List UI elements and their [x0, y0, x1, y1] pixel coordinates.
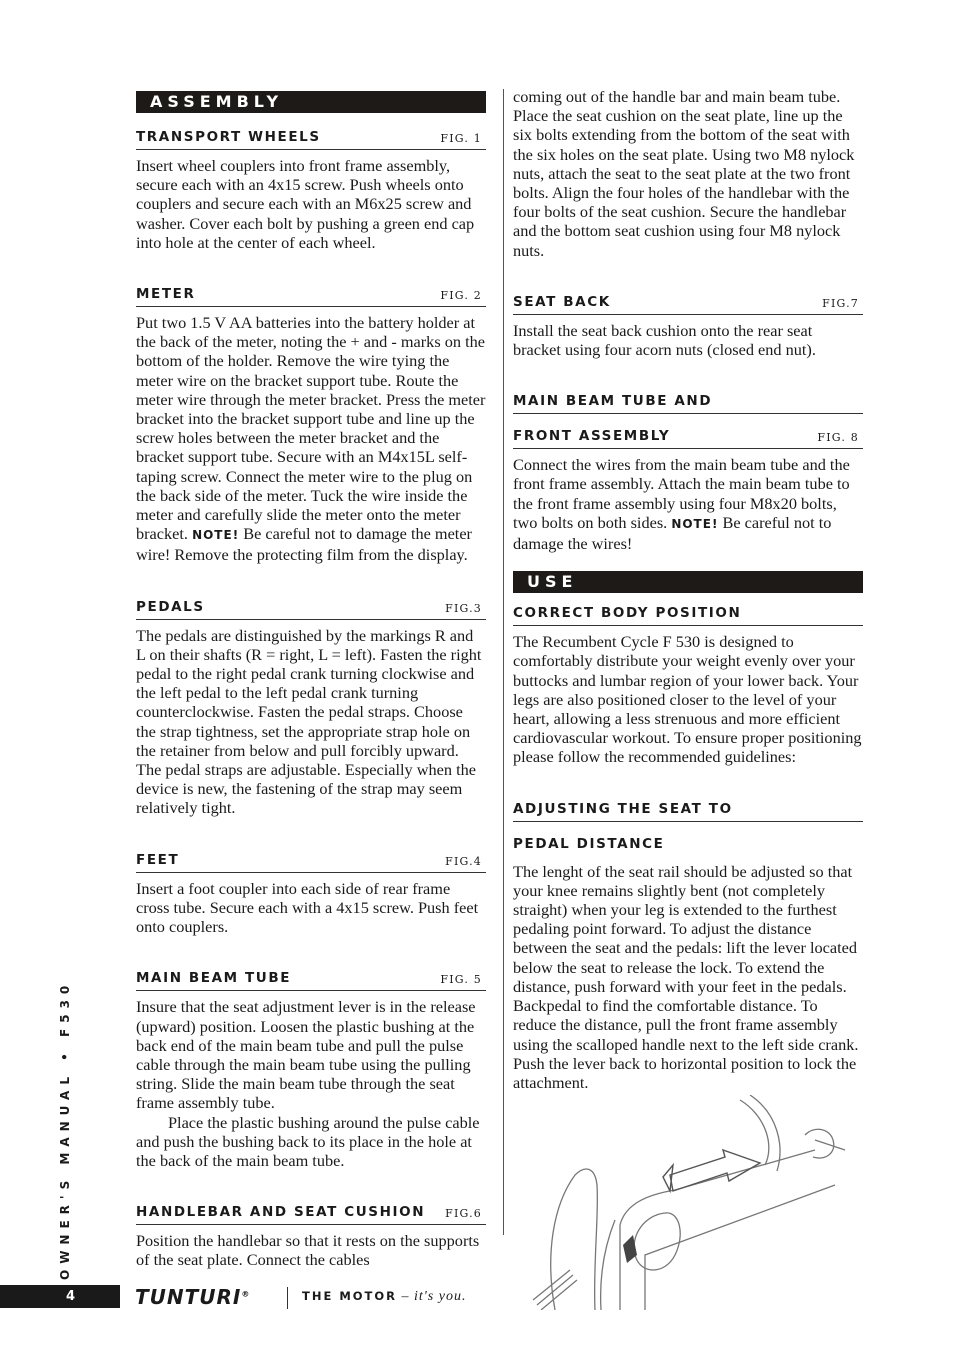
fig-ref: FIG. 2 — [440, 289, 482, 303]
paragraph-transport-wheels: Insert wheel couplers into front frame assembly, secure each with an 4x15 screw. Push wheels onto couplers and secure each with an M6x25 screw and washer. Cover each bolt by pushing a green end cap into hole at the center of each wheel. — [136, 156, 475, 252]
fig-ref: FIG. 8 — [817, 431, 859, 445]
brand-logo: TUNTURI® — [135, 1285, 251, 1309]
left-column — [136, 91, 486, 1270]
paragraph-pedals: The pedals are distinguished by the markings R and L on their shafts (R = right, L = left). Fasten the right pedal to the right pedal crank turning clockwise and the left pedal to the left pedal crank turning counterclockwise. Fasten the pedal straps. Choose the strap tightness, set the appropriate strap hole on the retainer from below and pull forcibly upward. The pedal straps are adjustable. Especially when the device is new, the fastening of the strap may seem relatively tight. — [136, 625, 482, 818]
right-column — [513, 87, 863, 1092]
paragraph-handlebar-continued: coming out of the handle bar and main beam tube. Place the seat cushion on the seat plate, line up the six bolts extending from the bottom of the seat with the six holes on the seat plate. Using two M8 nylock nuts, attach the seat to the seat plate at the two front bolts. Align the four holes of the handlebar with the four bolts of the seat cushion. Secure the handlebar and the bottom seat cushion using four M8 nylock nuts. — [513, 87, 855, 260]
fig-ref: FIG.7 — [822, 296, 859, 310]
fig-ref: FIG. 1 — [440, 132, 482, 145]
seat-adjustment-illustration — [515, 1095, 865, 1310]
fig-ref: FIG.6 — [445, 1207, 482, 1221]
registered-mark: ® — [241, 1289, 251, 1299]
note-label: NOTE! — [192, 528, 240, 543]
section-heading-front-assembly: FRONT ASSEMBLY FIG. 8 — [513, 428, 863, 449]
use-banner: USE — [513, 571, 863, 593]
section-heading-meter: METER FIG. 2 — [136, 286, 486, 307]
paragraph-feet: Insert a foot coupler into each side of rear frame cross tube. Secure each with a 4x15 screw. Push feet onto couplers. — [136, 878, 479, 937]
tagline: THE MOTOR – it's you. — [302, 1289, 467, 1304]
column-divider — [503, 89, 504, 1235]
paragraph-correct-body-position: The Recumbent Cycle F 530 is designed to comfortably distribute your weight evenly over your buttocks and lumbar region of your lower back. Your legs are also positioned closer to the level of your heart, allowing a less strenuous and more efficient cardiovascular workout. To ensure proper positioning please follow the recommended guidelines: — [513, 632, 862, 767]
paragraph-seat-back: Install the seat back cushion onto the rear seat bracket using four acorn nuts (closed end nut). — [513, 320, 816, 360]
footer-separator — [287, 1287, 288, 1309]
section-heading-pedals: PEDALS FIG.3 — [136, 599, 486, 620]
section-heading-correct-body-position: CORRECT BODY POSITION — [513, 605, 863, 626]
fig-ref: FIG. 5 — [440, 973, 482, 987]
section-heading-main-beam-tube: MAIN BEAM TUBE FIG. 5 — [136, 970, 486, 991]
paragraph-main-beam-tube-2: Place the plastic bushing around the pulse cable and push the bushing back to its place in the hole at the back of the main beam tube. — [136, 1112, 480, 1170]
section-heading-seat-back: SEAT BACK FIG.7 — [513, 294, 863, 315]
fig-ref: FIG.3 — [445, 601, 482, 615]
section-heading-adjusting-seat: ADJUSTING THE SEAT TO — [513, 801, 863, 822]
paragraph-handlebar-seat-cushion: Position the handlebar so that it rests on the supports of the seat plate. Connect the cables — [136, 1231, 480, 1270]
section-heading-feet: FEET FIG.4 — [136, 852, 486, 873]
paragraph-pedal-distance: The lenght of the seat rail should be adjusted so that your knee remains slightly bent (not completely straight) when your leg is extended to the furthest pedaling point forward. To adjust the distance between the seat and the pedals: lift the lever located below the seat to release the lock. To extend the distance, push forward with your feet in the pedals. Backpedal to find the comfortable distance. To reduce the distance, pull the front frame assembly using the scalloped handle next to the left side crank. Push the lever back to horizontal position to lock the attachment. — [513, 861, 859, 1092]
note-label: NOTE! — [671, 516, 719, 531]
fig-ref: FIG.4 — [445, 854, 482, 868]
section-heading-pedal-distance: PEDAL DISTANCE — [513, 835, 665, 852]
section-heading-transport-wheels: TRANSPORT WHEELS FIG. 1 — [136, 129, 486, 150]
paragraph-meter: Put two 1.5 V AA batteries into the battery holder at the back of the meter, noting the + and - marks on the bottom of the holder. Remove the wire tying the meter wire on the bracket support tube. Route the meter wire through the meter bracket. Press the meter bracket into the bracket support tube and line up the screw holes between the meter bracket and the bracket support tube. Secure with an M4x15L self-taping screw. Connect the meter wire to the plug on the back side of the meter. Tuck the wire inside the meter and carefully slide the meter onto the meter bracket. NOTE! Be careful not to damage the meter wire! Remove the protecting film from the display. — [136, 313, 486, 565]
section-heading-main-beam-tube-and: MAIN BEAM TUBE AND — [513, 393, 863, 414]
page-number: 4 — [0, 1285, 120, 1308]
assembly-banner: ASSEMBLY — [136, 91, 486, 113]
spine-text: OWNER'S MANUAL • F530 — [58, 979, 72, 1280]
paragraph-front-assembly: Connect the wires from the main beam tube and the front frame assembly. Attach the main beam tube to the front frame assembly using four M8x20 bolts, two bolts on both sides. NOTE! Be careful not to damage the wires! — [513, 455, 850, 554]
paragraph-main-beam-tube: Insure that the seat adjustment lever is in the release (upward) position. Loosen the plastic bushing at the back end of the main beam tube and pull the pulse cable through the main beam tube using the pulling string. Slide the main beam tube through the seat frame assembly tube. — [136, 997, 476, 1113]
section-heading-handlebar-seat-cushion: HANDLEBAR AND SEAT CUSHION FIG.6 — [136, 1204, 486, 1225]
